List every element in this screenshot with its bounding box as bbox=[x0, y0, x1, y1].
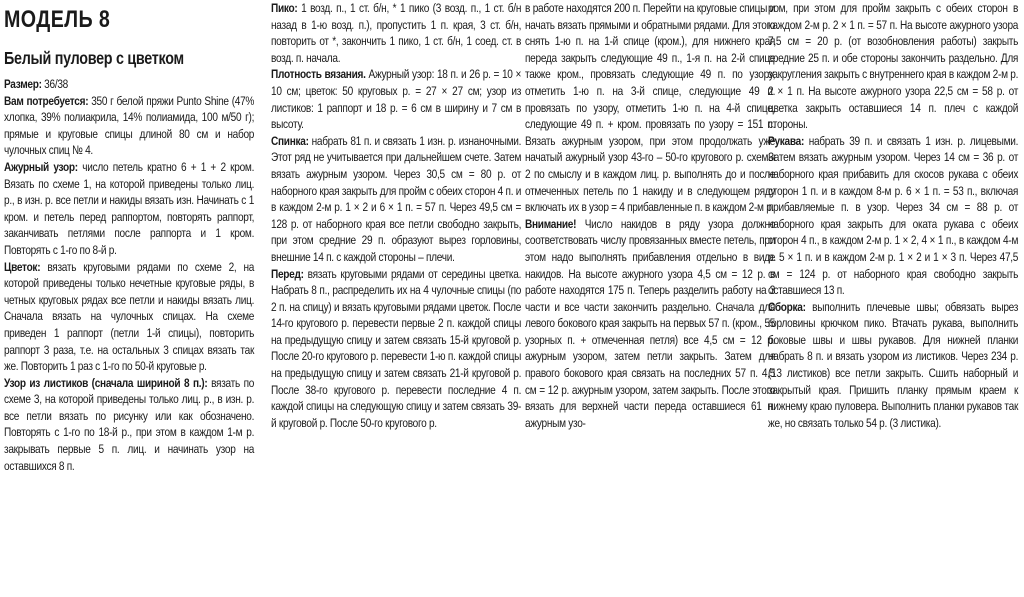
section-heading: Вам потребуется: bbox=[4, 93, 89, 108]
section-heading: Ажурный узор: bbox=[4, 159, 78, 174]
paragraph bbox=[4, 159, 254, 259]
section-heading: Спинка: bbox=[271, 133, 309, 148]
paragraph bbox=[768, 299, 1018, 432]
paragraph-text: выполнить плечевые швы; обвязать вырез горловины крючком пико. Втачать рукава, выполнить боковые швы и швы рукавов. Для нижней планки набрать 8 п. и вязать узором из листиков. Через 234 р. (13 листиков) все петли закрыть. Сшить наборный и закрытый края. Пришить планку прямым краем к нижнему краю пуловера. Выполнить планки рукавов так же, но связать только 54 р. (3 листика). bbox=[768, 299, 1019, 430]
column-paragraphs bbox=[271, 0, 521, 431]
paragraph bbox=[4, 259, 254, 375]
paragraph bbox=[271, 133, 521, 266]
section-heading: Внимание! bbox=[525, 216, 577, 231]
paragraph-text: Ажурный узор: 18 п. и 26 р. = 10 × 10 см; цветок: 50 круговых р. = 27 × 27 см; узор из листиков: 1 раппорт и 18 р. = 6 см в ширину и 7 см в высоту. bbox=[271, 67, 522, 132]
text-column-2 bbox=[271, 0, 521, 431]
paragraph bbox=[768, 0, 1018, 133]
text-column-1 bbox=[4, 0, 254, 474]
paragraph-text: 1 возд. п., 1 ст. б/н, * 1 пико (3 возд. п., 1 ст. б/н назад в 1-ю возд. п.), пропустить 1 п. края, 3 ст. б/н, повторить от *, закончить 1 пико, 1 ст. б/н, 1 соед. ст. в возд. п. начала. bbox=[271, 1, 522, 65]
section-heading: Пико: bbox=[271, 1, 298, 15]
section-heading: Сборка: bbox=[768, 299, 806, 314]
text-column-4 bbox=[768, 0, 1018, 431]
column-paragraphs bbox=[768, 0, 1018, 431]
paragraph bbox=[525, 0, 775, 216]
model-title: МОДЕЛЬ 8 bbox=[4, 6, 111, 33]
paragraph-text: вязать круговыми рядами от середины цветка. Набрать 8 п., распределить их на 4 чулочные спицы (по 2 п. на спицу) и вязать круговыми рядами цветок. После 14-го кругового р. перевести первые 2 п. каждой спицы на предыдущую спицу и затем связать 15-й круговой р. После 20-го кругового р. перевести 1-ю п. каждой спицы на предыдущую спицу и затем связать 21-й круговой р. После 38-го кругового р. перевести последние 4 п. каждой спицы на следующую спицу и затем связать 39-й круговой р. После 50-го кругового р. bbox=[271, 266, 522, 430]
column-paragraphs bbox=[525, 0, 775, 431]
text-column-3 bbox=[525, 0, 775, 431]
paragraph-text: набрать 39 п. и связать 1 изн. р. лицевыми. Затем вязать ажурным узором. Через 14 см = 36 р. от наборного края прибавить для скосов рукава с обеих сторон 1 п. и в каждом 8-м р. 6 × 1 п. = 53 п., включая прибавляемые п. в узор. Через 34 см = 88 р. от наборного края закрыть для оката рукава с обеих сторон 4 п., в каждом 2-м р. 1 × 2, 4 × 1 п., в каждом 4-м р. 5 × 1 п. и в каждом 2-м р. 1 × 2 и 1 × 3 п. Через 47,5 см = 124 р. от наборного края свободно закрыть оставшиеся 13 п. bbox=[768, 133, 1019, 298]
paragraph bbox=[4, 93, 254, 159]
paragraph bbox=[271, 66, 521, 132]
paragraph bbox=[271, 266, 521, 432]
paragraph-text: 350 г белой пряжи Punto Shine (47% хлопка, 39% полиакрила, 14% полиамида, 100 м/50 г); прямые и круговые спицы длиной 80 см и набор чулочных спиц № 4. bbox=[4, 93, 255, 158]
section-heading: Размер: bbox=[4, 77, 42, 91]
paragraph-text: Число накидов в ряду узора должно соответствовать числу провязанных вместе петель, при этом надо выполнять прибавления отдельно в виде накидов. На высоте ажурного узора 4,5 см = 12 р. в работе находятся 175 п. Теперь разделить работу на 3 части и все части закончить раздельно. Сначала для левого бокового края закрыть на первых 57 п. (кром., 55 узорных п. + отмеченная петля) все 4,5 см = 12 р. ажурным узором, затем петли закрыть. Затем для правого бокового края связать на последних 57 п. 4,5 см = 12 р. ажурным узором, затем закрыть. После этого вязать для верхней части переда оставшиеся 61 п. ажурным узо- bbox=[525, 216, 776, 430]
paragraph-text: вязать круговыми рядами по схеме 2, на которой приведены только нечетные круговые ряды, в четных круговых рядах все петли и накиды вязать лиц. Сначала вязать на чулочных спицах. На схеме приведен 1 раппорт (петли 1-й спицы), повторить раппорт 3 раза, т.е. на остальных 3 спицах вязать так же. Повторить 1 раз с 1-го по 50-й круговые р. bbox=[4, 259, 255, 374]
section-heading: Перед: bbox=[271, 266, 304, 281]
section-heading: Цветок: bbox=[4, 259, 41, 274]
paragraph-text: 36/38 bbox=[41, 77, 68, 91]
paragraph bbox=[525, 216, 775, 432]
section-heading: Плотность вязания. bbox=[271, 67, 366, 82]
section-heading: Рукава: bbox=[768, 133, 805, 148]
paragraph bbox=[4, 375, 254, 475]
paragraph-text: число петель кратно 6 + 1 + 2 кром. Вязать по схеме 1, на которой приведены только лиц. р., в изн. р. все петли и накиды вязать изн. Начинать с 1 кром. и петель перед раппортом, повторять раппорт, заканчивать петлями после раппорта и 1 кром. Повторять с 1-го по 8-й р. bbox=[4, 159, 255, 257]
column-paragraphs bbox=[4, 76, 254, 474]
section-heading: Узор из листиков (сначала шириной 8 п.): bbox=[4, 375, 208, 390]
paragraph-text: набрать 81 п. и связать 1 изн. р. изнаночными. Этот ряд не учитывается при дальнейшем счете. Затем вязать ажурным узором. Через 30,5 см = 80 р. от наборного края закрыть для пройм с обеих сторон 4 п. и в каждом 2-м р. 1 × 2 и 6 × 1 п. = 57 п. Через 49,5 см = 128 р. от наборного края все петли свободно закрыть, при этом средние 29 п. образуют вырез горловины, внешние 14 п. с каждой стороны – плечи. bbox=[271, 133, 522, 264]
paragraph bbox=[768, 133, 1018, 299]
paragraph-text: в работе находятся 200 п. Перейти на круговые спицы и начать вязать прямыми и обратными рядами. Для этого снять 1-ю п. на 1-й спице (кром.), для нижнего края переда закрыть следующие 49 п., 1-я п. на 2-й спице также кром., провязать следующие 49 п. по узору, отметить 1-ю п. на 3-й спице, следующие 49 п. провязать по узору, отметить 1-ю п. на 4-й спице, следующие 49 п. + кром. провязать по узору = 151 п. Вязать ажурным узором, при этом продолжать уже начатый ажурный узор 43-го – 50-го кругового р. схемы 2 по смыслу и в каждом лиц. р. выполнять до и после отмеченных петель по 1 накиду и в следующем ряду включать их в узор = 4 прибавленные п. в каждом 2-м р. bbox=[525, 1, 776, 215]
paragraph-text: ром, при этом для пройм закрыть с обеих сторон в каждом 2-м р. 2 × 1 п. = 57 п. На высоте ажурного узора 7,5 см = 20 р. (от возобновления работы) закрыть средние 25 п. и обе стороны закончить раздельно. Для закругления закрыть с внутреннего края в каждом 2-м р. 2 × 1 п. На высоте ажурного узора 22,5 см = 58 р. от цветка закрыть оставшиеся 14 п. плеч с каждой стороны. bbox=[768, 1, 1019, 132]
model-subtitle: Белый пуловер с цветком bbox=[4, 48, 184, 68]
paragraph bbox=[4, 76, 254, 93]
paragraph-text: вязать по схеме 3, на которой приведены только лиц. р., в изн. р. все петли вязать по рисунку или как обозначено. Повторять с 1-го по 18-й р., при этом в каждом 1-м р. закрывать первые 5 п. лиц. и начинать узор на оставшихся 8 п. bbox=[4, 375, 255, 473]
paragraph bbox=[271, 0, 521, 66]
